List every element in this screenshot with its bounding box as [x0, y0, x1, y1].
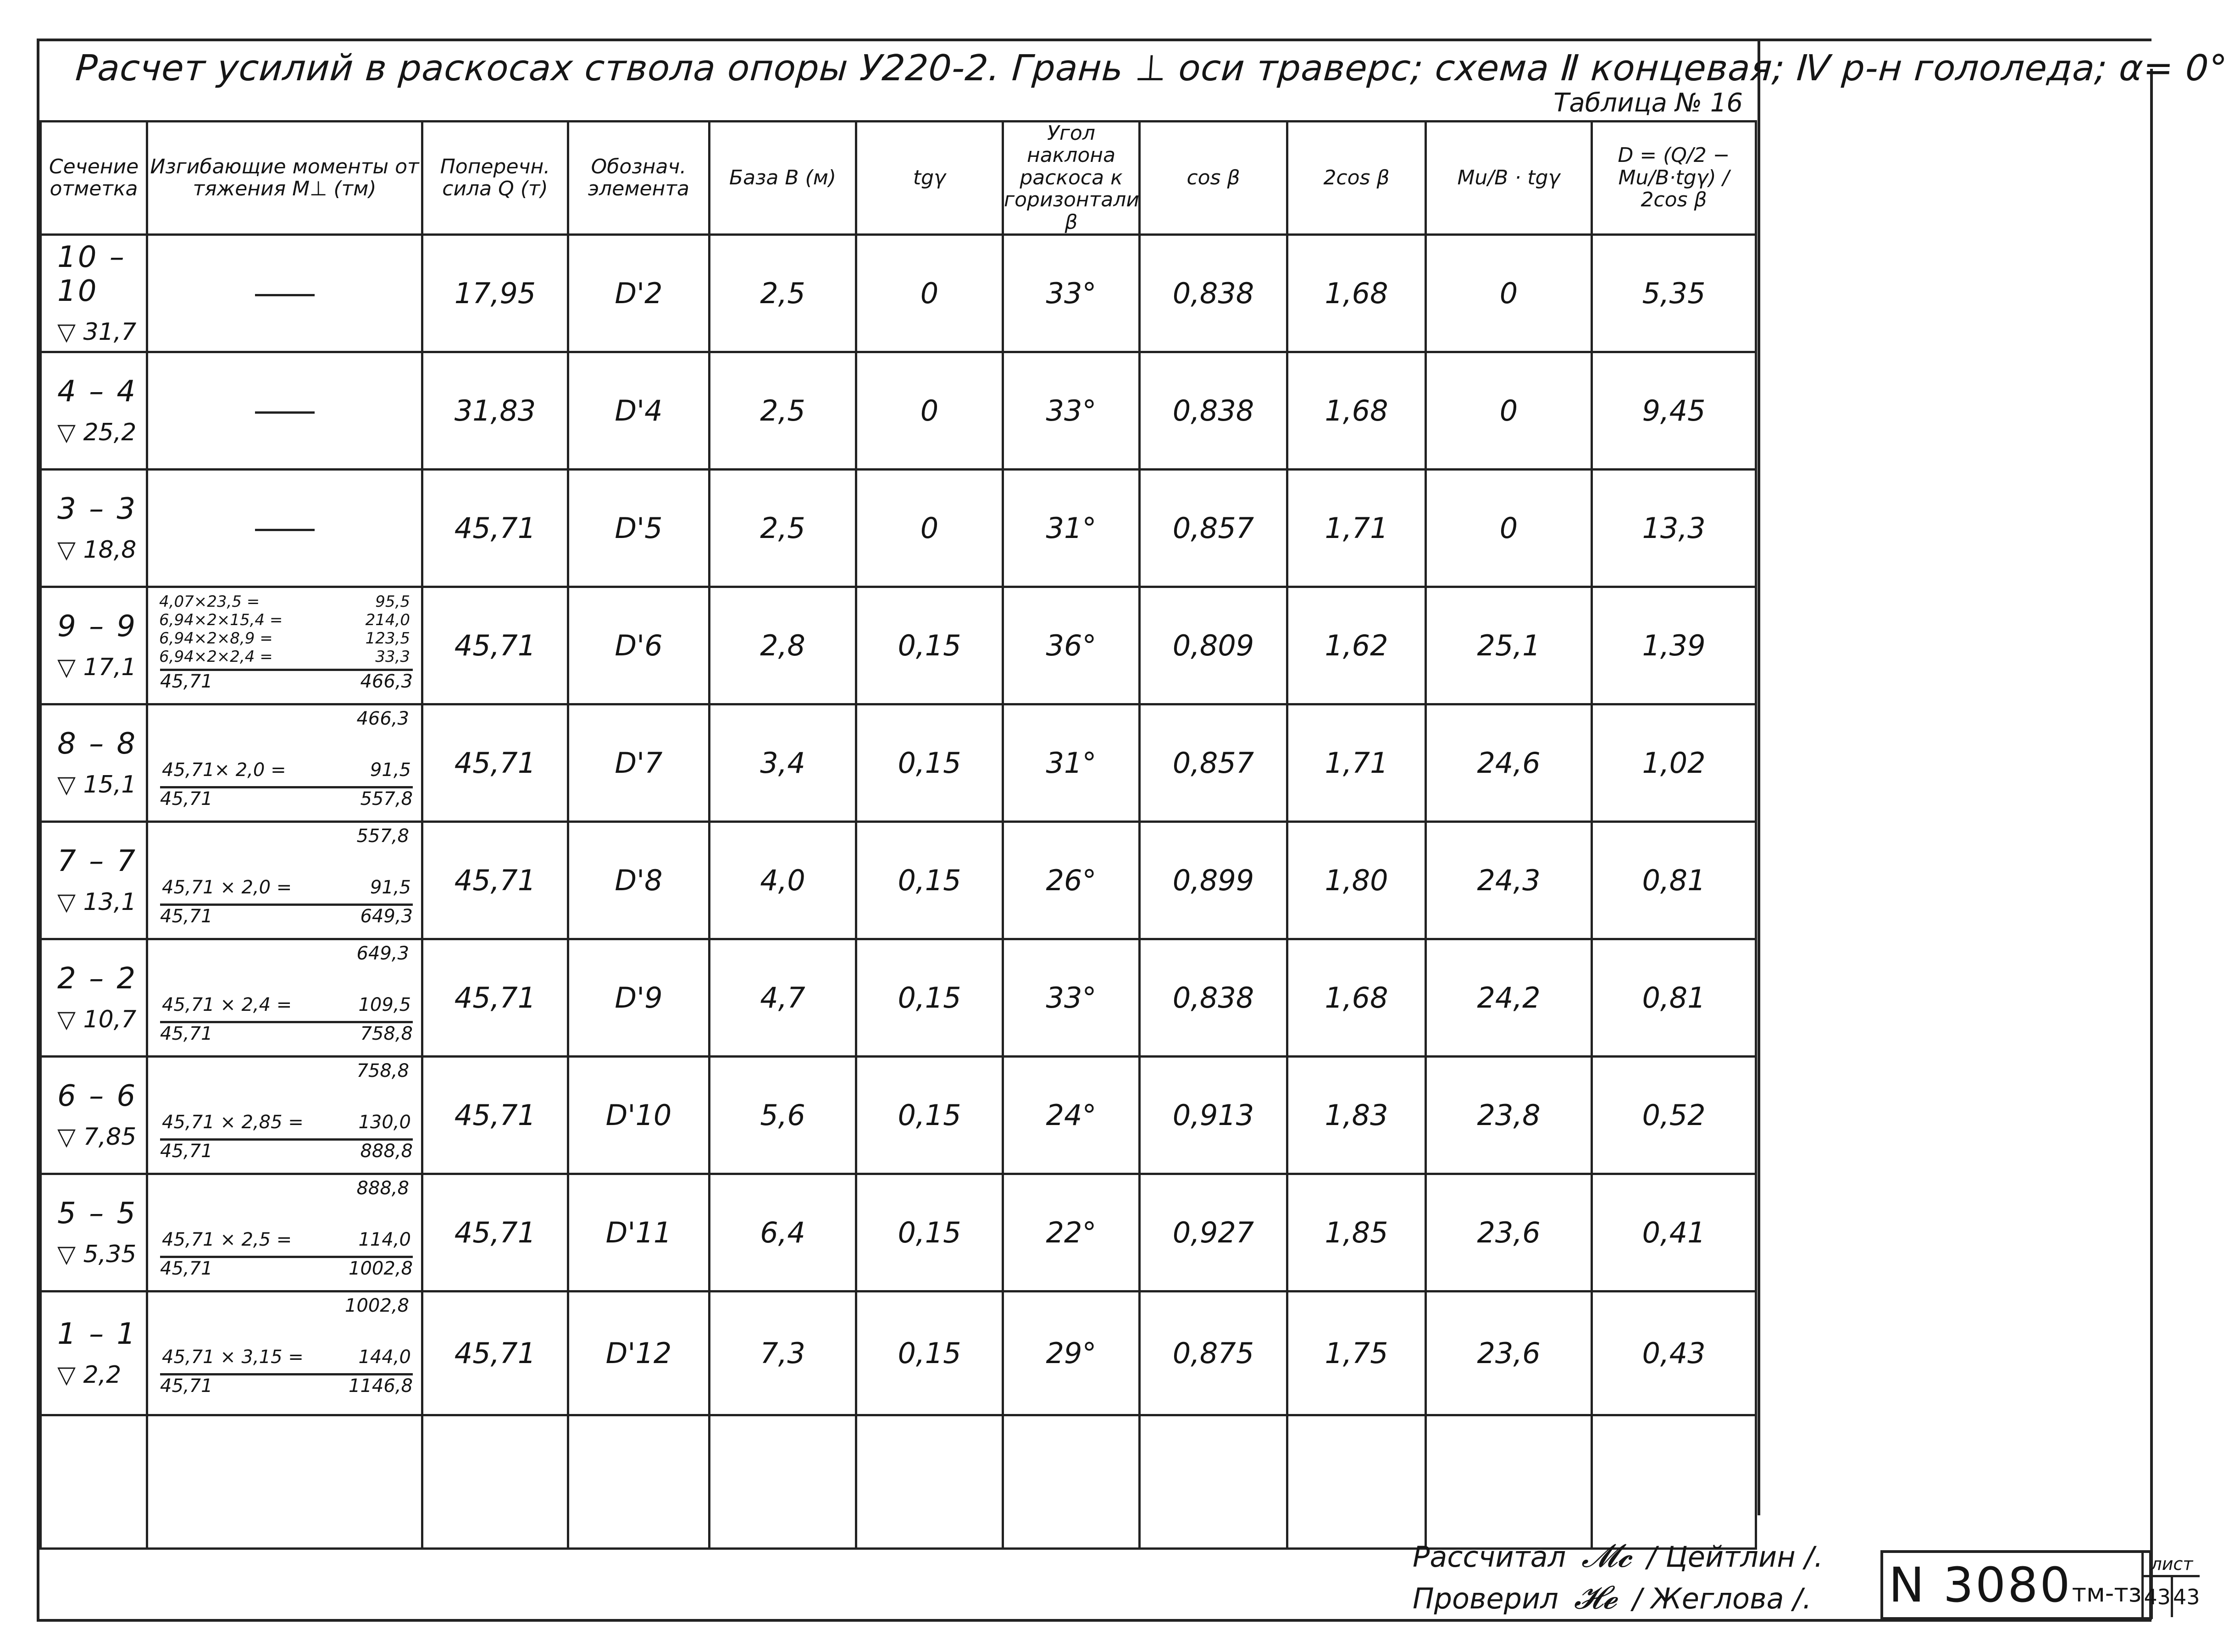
shear-cell: 45,71: [422, 704, 568, 821]
tg-cell: 0,15: [856, 1056, 1003, 1174]
section-cell: [41, 352, 147, 469]
calc-value: 109,5: [358, 994, 411, 1015]
two-cos-cell: 1,71: [1287, 704, 1426, 821]
elevation-mark: ▽ 31,7: [57, 318, 137, 346]
angle-cell: 33°: [1003, 234, 1140, 352]
base-cell: 2,5: [710, 234, 856, 352]
calc-expression: 4,07×23,5 =: [159, 592, 260, 611]
base-cell: 2,5: [710, 469, 856, 587]
section-cell: [41, 704, 147, 821]
table-row: [41, 1056, 1756, 1174]
force-cell: 1,39: [1592, 587, 1756, 704]
header-base: База B (м): [710, 122, 856, 235]
mu-tg-cell: 24,3: [1426, 821, 1592, 939]
element-cell: D'7: [568, 704, 710, 821]
mu-tg-cell: 25,1: [1426, 587, 1592, 704]
section-cell: [41, 1291, 147, 1415]
two-cos-cell: 1,75: [1287, 1291, 1426, 1415]
section-label: 10 – 10: [57, 240, 126, 309]
calculation-table: [39, 120, 1757, 1550]
header-angle: Угол наклона раскоса к горизонтали β: [1003, 122, 1140, 235]
table-row: [41, 469, 1756, 587]
two-cos-cell: 1,68: [1287, 234, 1426, 352]
cos-cell: 0,913: [1140, 1056, 1287, 1174]
section-label: 2 – 2: [57, 962, 138, 996]
header-mu-tg: Mu/B · tgγ: [1426, 122, 1592, 235]
element-cell: D'2: [568, 234, 710, 352]
calc-value: 114,0: [358, 1229, 411, 1250]
header-cos: cos β: [1140, 122, 1287, 235]
elevation-mark: ▽ 13,1: [57, 888, 137, 916]
section-label: 1 – 1: [57, 1317, 138, 1352]
signatures: [1413, 1536, 1823, 1619]
tg-cell: 0,15: [856, 939, 1003, 1056]
calc-shear: 45,71: [160, 1023, 213, 1044]
element-cell: D'6: [568, 587, 710, 704]
calc-previous-total: 758,8: [356, 1060, 409, 1081]
angle-cell: 22°: [1003, 1174, 1140, 1291]
tg-cell: 0: [856, 234, 1003, 352]
elevation-mark: ▽ 18,8: [57, 536, 137, 564]
sheet-box: [2144, 1553, 2200, 1617]
table-row: [41, 587, 1756, 704]
header-element: Обознач. элемента: [568, 122, 710, 235]
checked-by: Проверил 𝓗𝓮 / Жеглова /.: [1413, 1579, 1812, 1616]
base-cell: 6,4: [710, 1174, 856, 1291]
header-moments: Изгибающие моменты от тяжения M⊥ (тм): [147, 122, 422, 235]
cos-cell: 0,875: [1140, 1291, 1287, 1415]
shear-cell: 45,71: [422, 587, 568, 704]
moment-cell: [147, 234, 422, 352]
elevation-mark: ▽ 7,85: [57, 1123, 137, 1151]
calc-expression: 45,71 × 2,5 =: [162, 1229, 292, 1250]
base-cell: 3,4: [710, 704, 856, 821]
calc-previous-total: 1002,8: [345, 1295, 409, 1316]
cos-cell: 0,838: [1140, 939, 1287, 1056]
calc-value: 95,5: [375, 592, 410, 611]
shear-cell: 45,71: [422, 939, 568, 1056]
two-cos-cell: 1,83: [1287, 1056, 1426, 1174]
table-row: [41, 234, 1756, 352]
moment-cell: [147, 469, 422, 587]
tg-cell: 0,15: [856, 704, 1003, 821]
tg-cell: 0,15: [856, 587, 1003, 704]
force-cell: 0,81: [1592, 939, 1756, 1056]
section-label: 3 – 3: [57, 492, 138, 527]
sheet-total: 43: [2173, 1585, 2200, 1609]
calc-total: 888,8: [360, 1140, 413, 1162]
element-cell: D'10: [568, 1056, 710, 1174]
mu-tg-cell: 24,2: [1426, 939, 1592, 1056]
calc-value: 91,5: [370, 759, 411, 781]
calc-value: 214,0: [365, 610, 410, 629]
moment-cell: [147, 1174, 422, 1291]
moment-cell: [147, 352, 422, 469]
table-row: [41, 939, 1756, 1056]
cos-cell: 0,857: [1140, 469, 1287, 587]
shear-cell: 31,83: [422, 352, 568, 469]
section-label: 9 – 9: [57, 610, 138, 644]
calc-expression: 45,71 × 3,15 =: [162, 1346, 304, 1368]
header-shear: Поперечн. сила Q (т): [422, 122, 568, 235]
moment-calculation: [148, 1175, 421, 1290]
mu-tg-cell: 23,8: [1426, 1056, 1592, 1174]
moment-cell: [147, 1291, 422, 1415]
section-label: 8 – 8: [57, 727, 138, 761]
section-label: 6 – 6: [57, 1079, 138, 1114]
signature-mark: 𝓗𝓮: [1574, 1579, 1617, 1616]
calc-value: 91,5: [370, 876, 411, 898]
two-cos-cell: 1,68: [1287, 352, 1426, 469]
header-two-cos: 2cos β: [1287, 122, 1426, 235]
tg-cell: 0,15: [856, 821, 1003, 939]
calc-total: 649,3: [360, 905, 413, 927]
tg-cell: 0,15: [856, 1174, 1003, 1291]
two-cos-cell: 1,85: [1287, 1174, 1426, 1291]
calc-value: 123,5: [365, 629, 410, 648]
base-cell: 4,0: [710, 821, 856, 939]
moment-calculation: [148, 1058, 421, 1173]
calc-expression: 45,71× 2,0 =: [162, 759, 286, 781]
mu-tg-cell: 0: [1426, 469, 1592, 587]
two-cos-cell: 1,62: [1287, 587, 1426, 704]
elevation-mark: ▽ 25,2: [57, 419, 137, 447]
cos-cell: 0,899: [1140, 821, 1287, 939]
moment-dash: [255, 294, 315, 296]
element-cell: D'8: [568, 821, 710, 939]
header-tg: tgγ: [856, 122, 1003, 235]
force-cell: 13,3: [1592, 469, 1756, 587]
calc-previous-total: 888,8: [356, 1177, 409, 1199]
two-cos-cell: 1,80: [1287, 821, 1426, 939]
tg-cell: 0: [856, 469, 1003, 587]
angle-cell: 29°: [1003, 1291, 1140, 1415]
section-cell: [41, 1174, 147, 1291]
elevation-mark: ▽ 5,35: [57, 1241, 137, 1269]
base-cell: 7,3: [710, 1291, 856, 1415]
element-cell: D'12: [568, 1291, 710, 1415]
sheet-number: 43: [2144, 1577, 2173, 1617]
calc-shear: 45,71: [160, 788, 213, 809]
table-row: [41, 352, 1756, 469]
calc-shear: 45,71: [160, 671, 213, 692]
calc-total: 1002,8: [349, 1258, 413, 1279]
moment-calculation: [148, 1292, 421, 1414]
calculated-by: Рассчитал 𝓜𝓬 / Цейтлин /.: [1413, 1537, 1824, 1574]
elevation-mark: ▽ 10,7: [57, 1006, 137, 1034]
section-cell: [41, 1056, 147, 1174]
moment-dash: [255, 411, 315, 414]
two-cos-cell: 1,71: [1287, 469, 1426, 587]
shear-cell: 45,71: [422, 821, 568, 939]
moment-cell: [147, 587, 422, 704]
calc-shear: 45,71: [160, 1140, 213, 1162]
moment-calculation: [148, 823, 421, 938]
calc-shear: 45,71: [160, 1258, 213, 1279]
base-cell: 2,8: [710, 587, 856, 704]
table-row: [41, 821, 1756, 939]
elevation-mark: ▽ 15,1: [57, 771, 137, 799]
section-label: 5 – 5: [57, 1197, 138, 1231]
calc-expression: 45,71 × 2,85 =: [162, 1111, 304, 1133]
section-label: 7 – 7: [57, 844, 138, 879]
calc-expression: 6,94×2×15,4 =: [159, 610, 283, 629]
calc-expression: 45,71 × 2,0 =: [162, 876, 292, 898]
section-cell: [41, 469, 147, 587]
calc-shear: 45,71: [160, 1375, 213, 1397]
shear-cell: 17,95: [422, 234, 568, 352]
angle-cell: 31°: [1003, 469, 1140, 587]
calc-value: 130,0: [358, 1111, 411, 1133]
calc-shear: 45,71: [160, 905, 213, 927]
calc-previous-total: 466,3: [356, 708, 409, 729]
cos-cell: 0,809: [1140, 587, 1287, 704]
calc-expression: 45,71 × 2,4 =: [162, 994, 292, 1015]
signature-mark: 𝓜𝓬: [1581, 1537, 1632, 1574]
element-cell: D'4: [568, 352, 710, 469]
cos-cell: 0,927: [1140, 1174, 1287, 1291]
section-label: 4 – 4: [57, 375, 138, 409]
elevation-mark: ▽ 17,1: [57, 654, 137, 682]
header-force: D = (Q/2 − Mu/B·tgγ) / 2cos β: [1592, 122, 1756, 235]
title-block-stamp: [1880, 1550, 2200, 1620]
cos-cell: 0,857: [1140, 704, 1287, 821]
element-cell: D'9: [568, 939, 710, 1056]
mu-tg-cell: 0: [1426, 234, 1592, 352]
cos-cell: 0,838: [1140, 234, 1287, 352]
table-body: [41, 234, 1756, 1548]
angle-cell: 24°: [1003, 1056, 1140, 1174]
angle-cell: 36°: [1003, 587, 1140, 704]
element-cell: D'5: [568, 469, 710, 587]
mu-tg-cell: 0: [1426, 352, 1592, 469]
force-cell: 0,81: [1592, 821, 1756, 939]
calc-total: 466,3: [360, 671, 413, 692]
mu-tg-cell: 24,6: [1426, 704, 1592, 821]
sheet-label: лист: [2144, 1553, 2200, 1577]
two-cos-cell: 1,68: [1287, 939, 1426, 1056]
moment-cell: [147, 821, 422, 939]
force-cell: 0,52: [1592, 1056, 1756, 1174]
force-cell: 5,35: [1592, 234, 1756, 352]
base-cell: 5,6: [710, 1056, 856, 1174]
table-row: [41, 1174, 1756, 1291]
table-number: Таблица № 16: [1553, 88, 1743, 118]
force-cell: 0,41: [1592, 1174, 1756, 1291]
shear-cell: 45,71: [422, 469, 568, 587]
calc-expression: 6,94×2×8,9 =: [159, 629, 273, 648]
document-code: N 3080тм-тз: [1883, 1553, 2144, 1617]
moment-calculation: [148, 940, 421, 1055]
calc-total: 557,8: [360, 788, 413, 809]
shear-cell: 45,71: [422, 1056, 568, 1174]
mu-tg-cell: 23,6: [1426, 1174, 1592, 1291]
angle-cell: 31°: [1003, 704, 1140, 821]
angle-cell: 26°: [1003, 821, 1140, 939]
shear-cell: 45,71: [422, 1291, 568, 1415]
shear-cell: 45,71: [422, 1174, 568, 1291]
cos-cell: 0,838: [1140, 352, 1287, 469]
section-cell: [41, 939, 147, 1056]
frame-right-edge: [2150, 69, 2153, 1619]
calc-value: 144,0: [358, 1346, 411, 1368]
moment-calculation: [148, 705, 421, 820]
table-row: [41, 1291, 1756, 1415]
angle-cell: 33°: [1003, 352, 1140, 469]
calc-expression: 6,94×2×2,4 =: [159, 647, 273, 666]
tg-cell: 0: [856, 352, 1003, 469]
moment-calculation: [148, 588, 421, 703]
force-cell: 0,43: [1592, 1291, 1756, 1415]
moment-cell: [147, 939, 422, 1056]
calc-previous-total: 557,8: [356, 825, 409, 847]
calc-value: 33,3: [375, 647, 410, 666]
moment-cell: [147, 1056, 422, 1174]
moment-dash: [255, 529, 315, 531]
force-cell: 9,45: [1592, 352, 1756, 469]
header-row: [41, 122, 1756, 235]
calc-total: 758,8: [360, 1023, 413, 1044]
header-section: Сечение отметка: [41, 122, 147, 235]
base-cell: 4,7: [710, 939, 856, 1056]
force-cell: 1,02: [1592, 704, 1756, 821]
calc-total: 1146,8: [349, 1375, 413, 1397]
table-row: [41, 704, 1756, 821]
section-cell: [41, 821, 147, 939]
moment-cell: [147, 704, 422, 821]
tg-cell: 0,15: [856, 1291, 1003, 1415]
calc-previous-total: 649,3: [356, 942, 409, 964]
section-cell: [41, 234, 147, 352]
section-cell: [41, 587, 147, 704]
document-title: Расчет усилий в раскосах ствола опоры У220-2. Грань ⊥ оси траверс; схема Ⅱ концевая; Ⅳ р-н гололеда; α= 0°: [74, 48, 2229, 89]
elevation-mark: ▽ 2,2: [57, 1361, 122, 1389]
element-cell: D'11: [568, 1174, 710, 1291]
sheet-numbers: [2144, 1577, 2200, 1617]
table-row-empty: [41, 1415, 1756, 1548]
angle-cell: 33°: [1003, 939, 1140, 1056]
base-cell: 2,5: [710, 352, 856, 469]
mu-tg-cell: 23,6: [1426, 1291, 1592, 1415]
